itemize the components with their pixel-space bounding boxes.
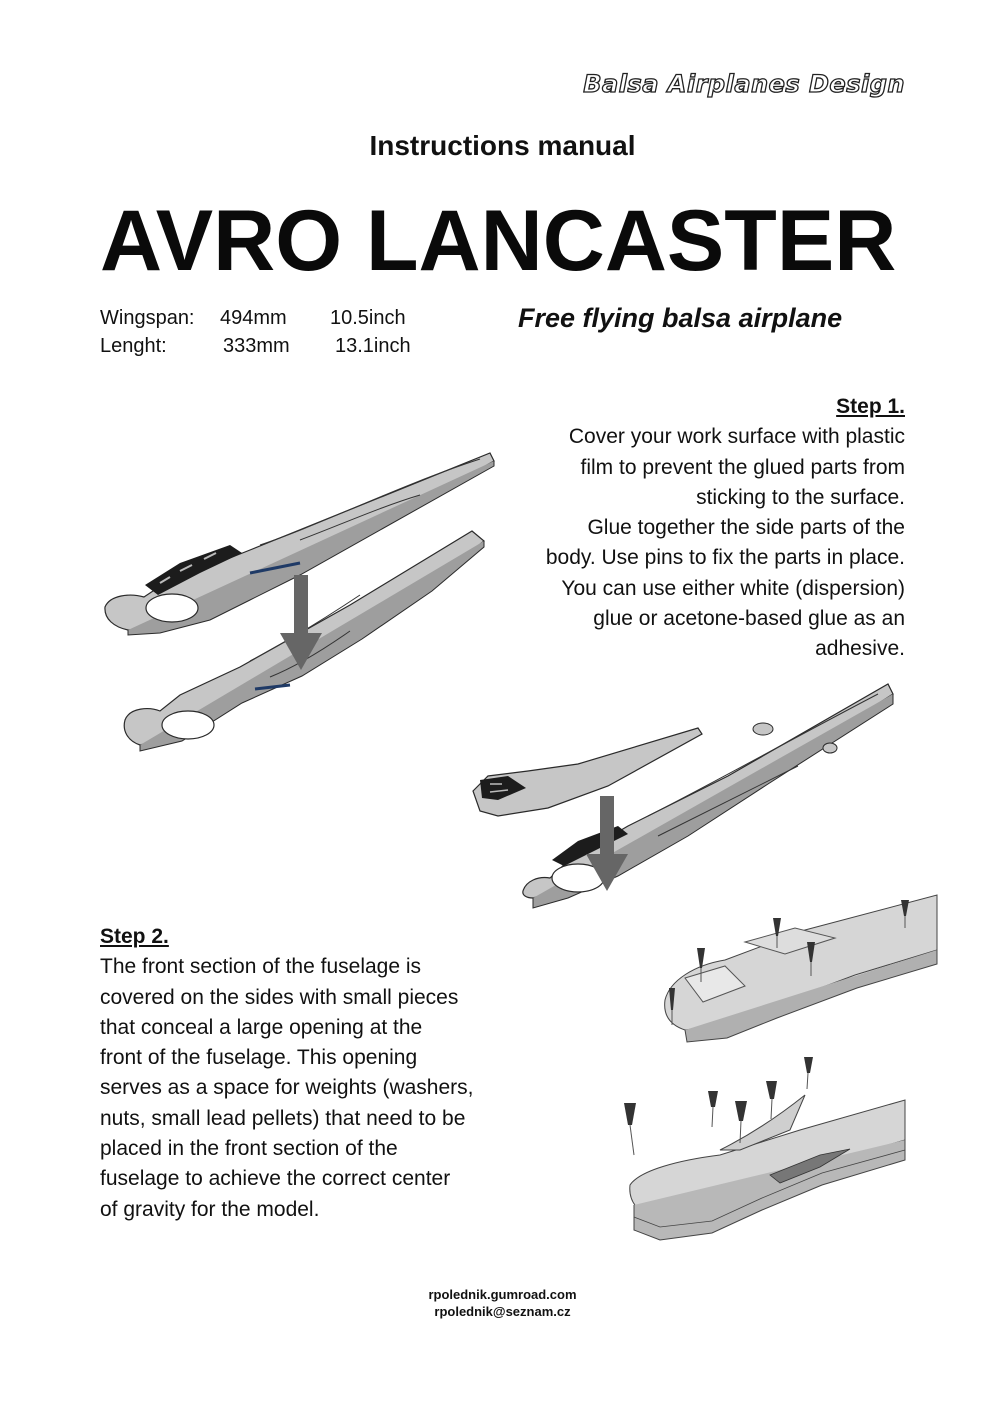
- step1-assembly-illustration: [468, 676, 898, 911]
- step2-line: covered on the sides with small pieces: [100, 985, 459, 1009]
- step1-line: adhesive.: [815, 637, 905, 661]
- page-title: AVRO LANCASTER: [100, 193, 897, 289]
- spec-row-wingspan: [100, 304, 411, 332]
- step1-line: body. Use pins to fix the parts in place.: [545, 546, 905, 570]
- step2-line: of gravity for the model.: [100, 1197, 320, 1221]
- spec-mm-value: 494mm: [220, 307, 287, 329]
- step2-line: placed in the front section of the: [100, 1137, 398, 1161]
- step1-line: sticking to the surface.: [696, 485, 905, 509]
- footer-email-link[interactable]: rpolednik@seznam.cz: [434, 1304, 571, 1319]
- step2-line: that conceal a large opening at the: [100, 1015, 423, 1039]
- step1-heading: Step 1.: [836, 395, 905, 418]
- brand-logo-text: Balsa Airplanes Design: [583, 70, 905, 98]
- step2-front-fuselage-pins-illustration: [655, 890, 937, 1050]
- step2-line: serves as a space for weights (washers,: [100, 1076, 474, 1100]
- step2-line: nuts, small lead pellets) that need to be: [100, 1106, 466, 1130]
- front-fuselage-block: [665, 895, 937, 1042]
- step2-layered-nose-pins-illustration: [620, 1055, 905, 1250]
- spec-inch-value: 10.5inch: [330, 307, 406, 329]
- step1-line: Glue together the side parts of the: [587, 516, 905, 540]
- pin-icon: [708, 1091, 718, 1127]
- footer-website-link[interactable]: rpolednik.gumroad.com: [428, 1287, 577, 1302]
- layered-nose-block: [630, 1095, 905, 1240]
- step2-heading: Step 2.: [100, 925, 169, 948]
- spec-inch-value: 13.1inch: [335, 335, 411, 357]
- step1-line: Cover your work surface with plastic: [568, 425, 905, 449]
- step1-line: You can use either white (dispersion): [561, 576, 905, 600]
- step1-line: glue or acetone-based glue as an: [593, 607, 905, 631]
- specs-table: [100, 304, 411, 360]
- pin-icon: [766, 1081, 777, 1119]
- spec-row-length: [100, 332, 411, 360]
- pin-icon: [624, 1103, 636, 1155]
- step2-line: front of the fuselage. This opening: [100, 1046, 418, 1070]
- nose-side-piece: [473, 728, 702, 816]
- step2-line: The front section of the fuselage is: [100, 955, 422, 979]
- document-subtitle: Instructions manual: [369, 130, 636, 161]
- step2-section: [100, 922, 520, 1225]
- pin-icon: [804, 1057, 813, 1089]
- step2-line: fuselage to achieve the correct center: [100, 1167, 451, 1191]
- tagline: Free flying balsa airplane: [518, 303, 843, 333]
- footer-contact: [0, 1286, 1005, 1320]
- spec-label: Wingspan:: [100, 307, 195, 329]
- spec-mm-value: 333mm: [223, 335, 290, 357]
- spec-label: Lenght:: [100, 335, 167, 357]
- step1-line: film to prevent the glued parts from: [580, 455, 905, 479]
- step1-section: [485, 392, 905, 665]
- step1-fuselage-parts-illustration: [100, 445, 500, 775]
